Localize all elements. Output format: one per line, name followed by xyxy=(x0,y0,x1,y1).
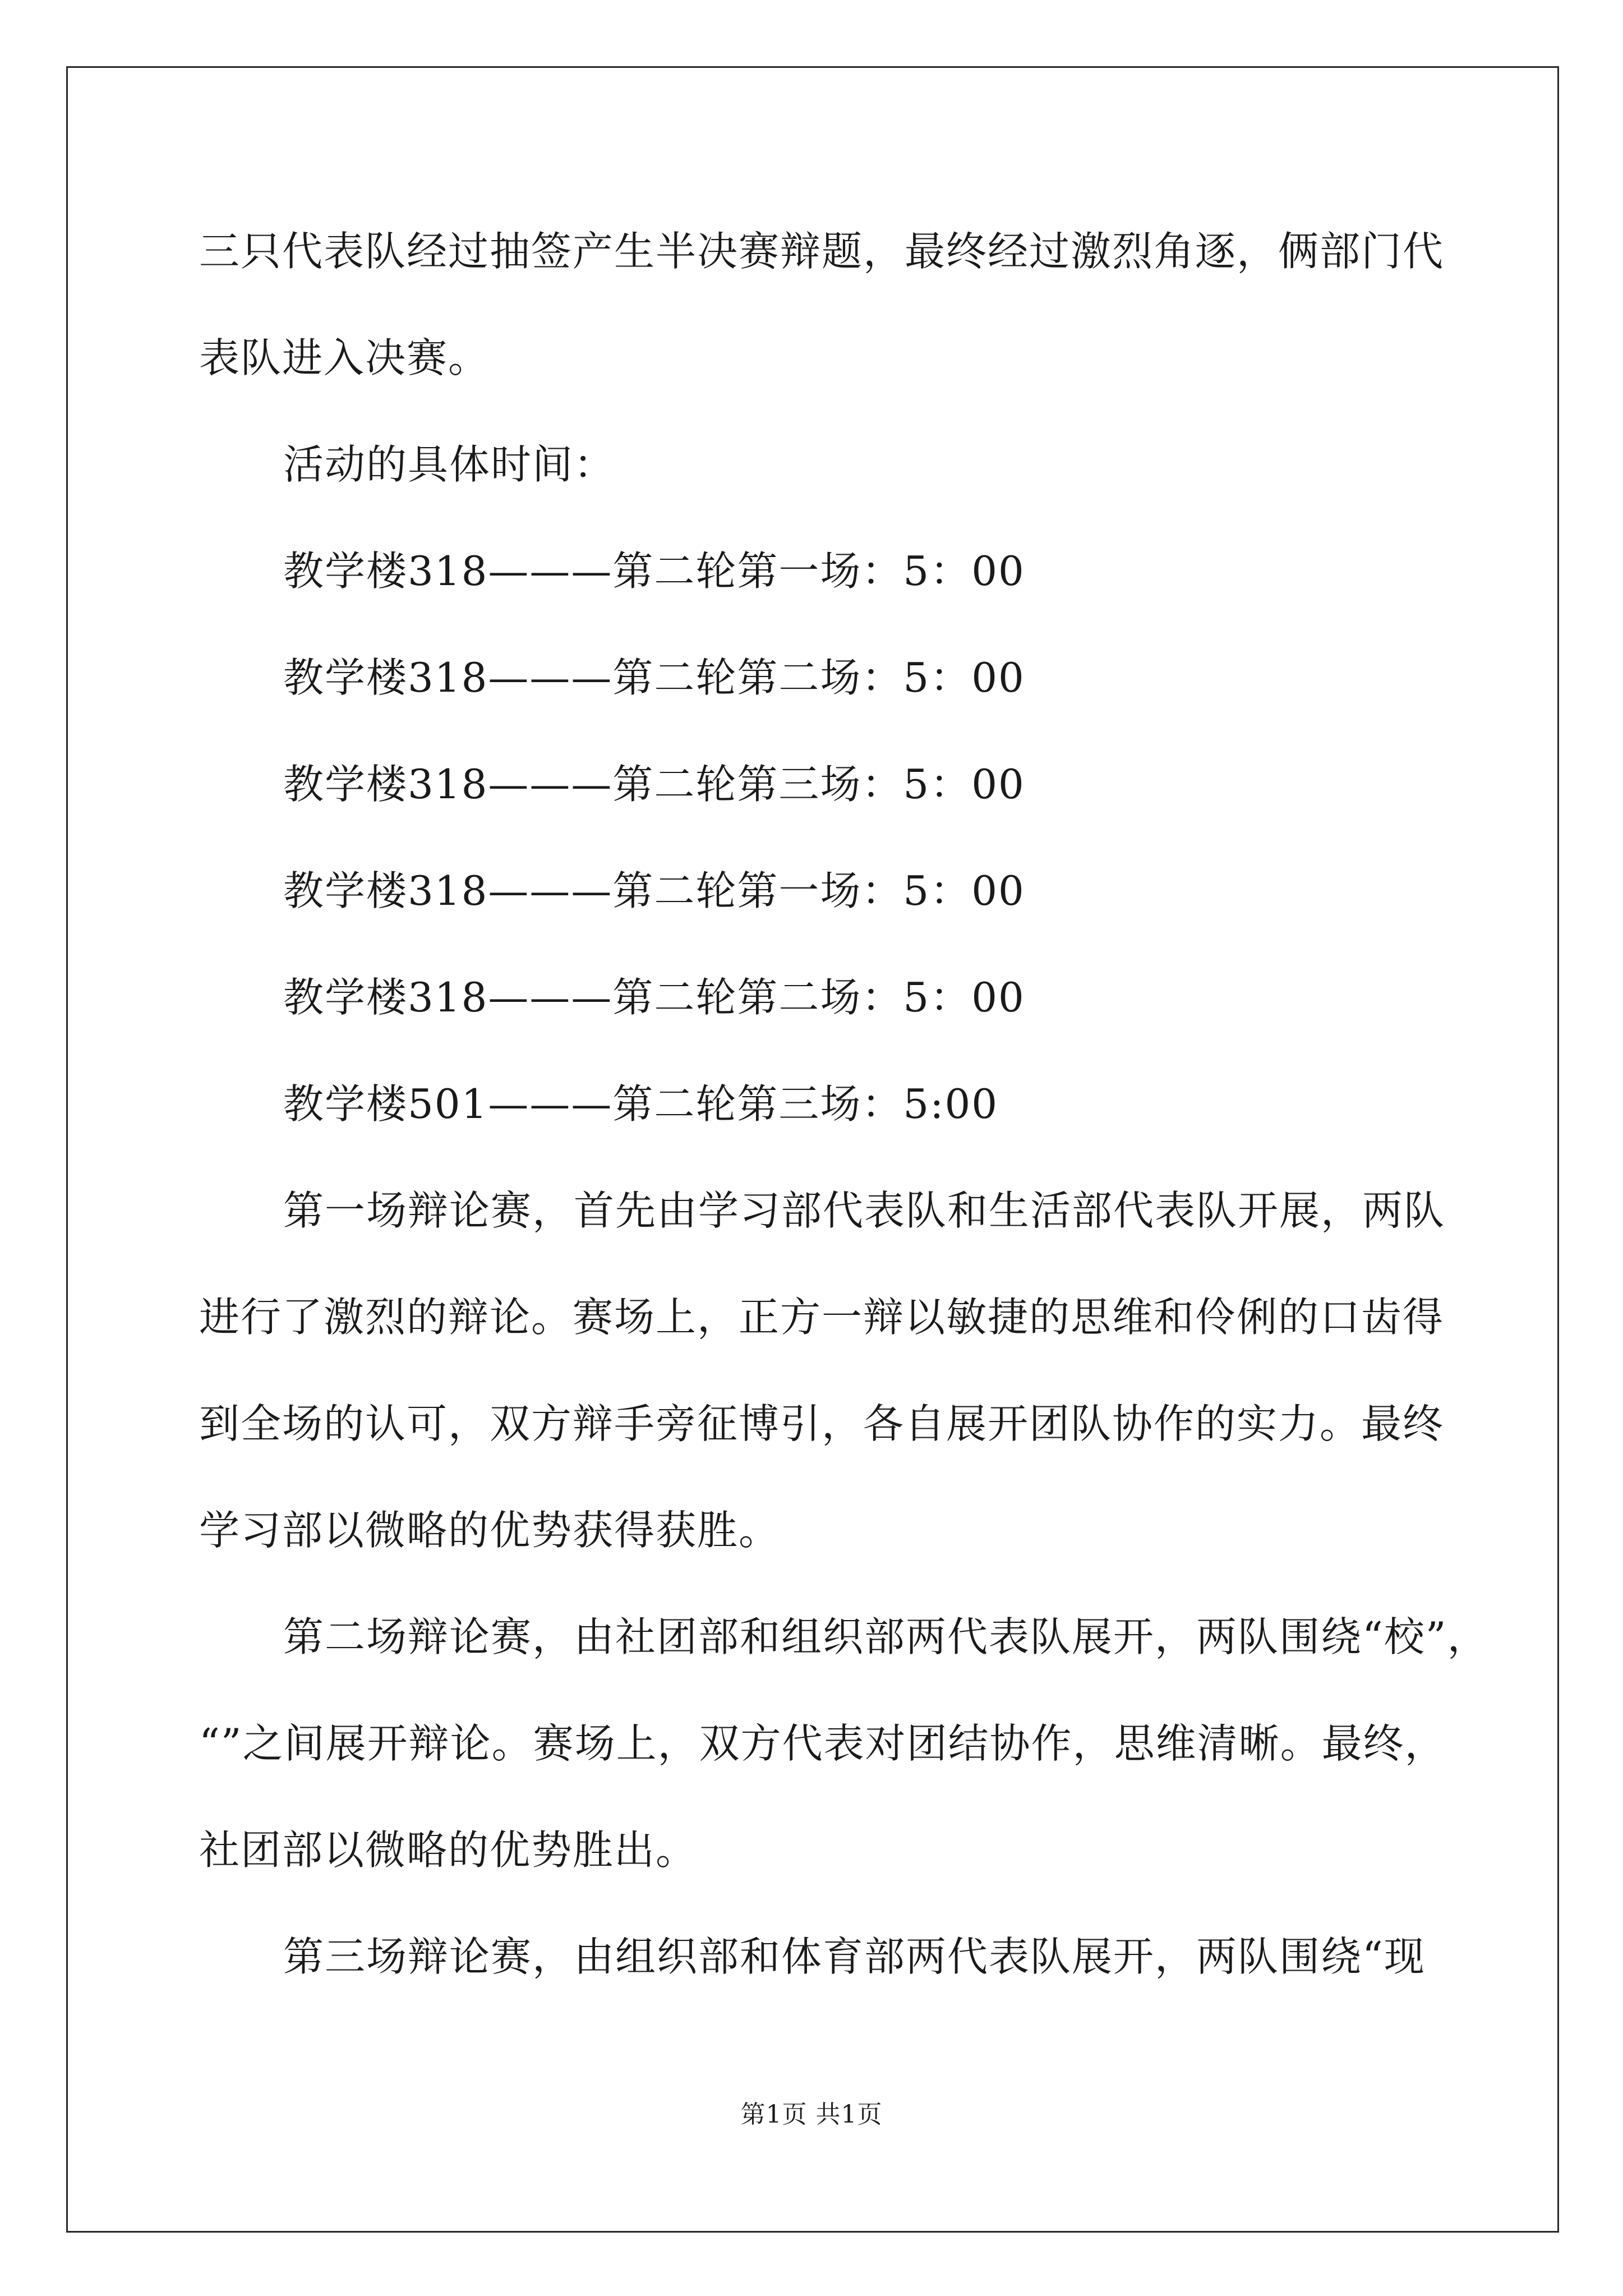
schedule-heading: 活动的具体时间： xyxy=(283,441,616,488)
body-text-line: 第三场辩论赛，由组织部和体育部两代表队展开，两队围绕“现 xyxy=(283,1933,1426,1980)
body-text-line: 表队进入决赛。 xyxy=(199,334,490,381)
body-text-line: 社团部以微略的优势胜出。 xyxy=(199,1826,698,1874)
body-text-line: 学习部以微略的优势获得获胜。 xyxy=(199,1507,781,1554)
schedule-item: 教学楼318———第二轮第三场：5：00 xyxy=(283,761,1025,808)
schedule-item: 教学楼501———第二轮第三场：5:00 xyxy=(283,1080,999,1128)
body-text-line: 第一场辩论赛，首先由学习部代表队和生活部代表队开展，两队 xyxy=(283,1187,1446,1234)
body-text-line: 第二场辩论赛，由社团部和组织部两代表队展开，两队围绕“校”， xyxy=(283,1613,1489,1660)
page-footer: 第1页 共1页 xyxy=(740,2100,883,2129)
body-text-line: 进行了激烈的辩论。赛场上，正方一辩以敏捷的思维和伶俐的口齿得 xyxy=(199,1294,1445,1341)
page-border xyxy=(66,66,1559,2233)
schedule-item: 教学楼318———第二轮第一场：5：00 xyxy=(283,547,1025,595)
body-text-line: “”之间展开辩论。赛场上，双方代表对团结协作，思维清晰。最终， xyxy=(199,1720,1446,1767)
body-text-line: 到全场的认可，双方辩手旁征博引，各自展开团队协作的实力。最终 xyxy=(199,1400,1445,1447)
schedule-item: 教学楼318———第二轮第一场：5：00 xyxy=(283,867,1025,914)
body-text-line: 三只代表队经过抽签产生半决赛辩题，最终经过激烈角逐，俩部门代 xyxy=(199,228,1445,275)
schedule-item: 教学楼318———第二轮第二场：5：00 xyxy=(283,974,1025,1021)
schedule-item: 教学楼318———第二轮第二场：5：00 xyxy=(283,654,1025,701)
